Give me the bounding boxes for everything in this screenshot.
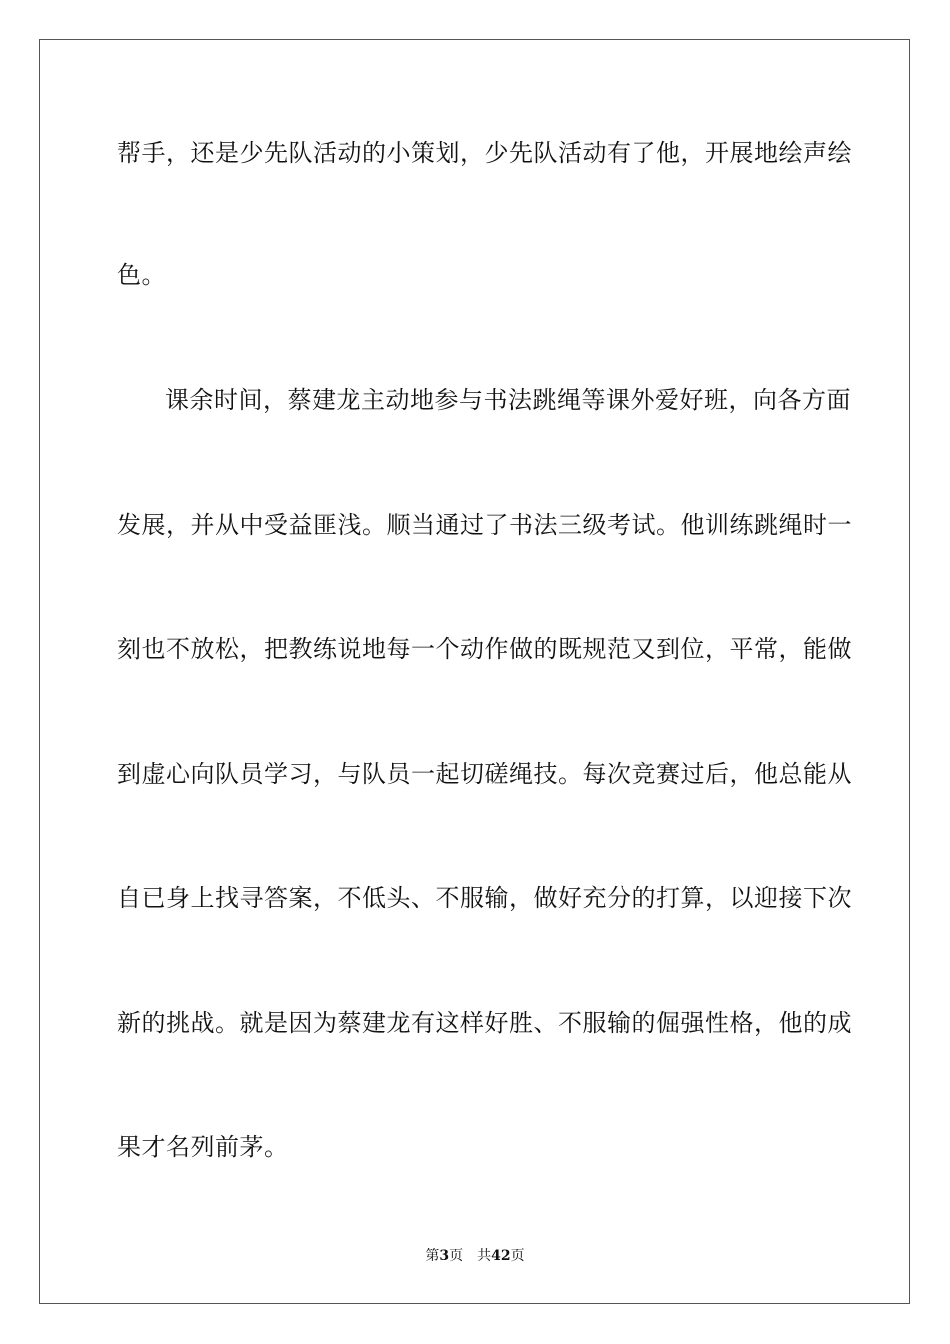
page-label-suffix: 页 [449,1248,464,1264]
total-label-prefix: 共 [477,1248,492,1264]
total-pages: 42 [491,1248,511,1264]
paragraph-line: 刻也不放松，把教练说地每一个动作做的既规范又到位，平常，能做 [117,635,852,663]
paragraph-line: 新的挑战。就是因为蔡建龙有这样好胜、不服输的倔强性格，他的成 [117,1009,852,1037]
page-footer [0,1247,950,1265]
paragraph-line: 课余时间，蔡建龙主动地参与书法跳绳等课外爱好班，向各方面 [165,386,851,414]
paragraph-line: 帮手，还是少先队活动的小策划，少先队活动有了他，开展地绘声绘 [117,139,852,167]
total-label-suffix: 页 [510,1248,525,1264]
paragraph-line: 发展，并从中受益匪浅。顺当通过了书法三级考试。他训练跳绳时一 [117,511,852,539]
paragraph-line: 色。 [117,261,166,289]
paragraph-line: 果才名列前茅。 [117,1133,289,1161]
paragraph-line: 到虚心向队员学习，与队员一起切磋绳技。每次竞赛过后，他总能从 [117,760,852,788]
paragraph-line: 自已身上找寻答案，不低头、不服输，做好充分的打算，以迎接下次 [117,884,852,912]
page-border [39,39,910,1304]
page-label-prefix: 第 [425,1248,440,1264]
page-number: 3 [439,1248,450,1264]
